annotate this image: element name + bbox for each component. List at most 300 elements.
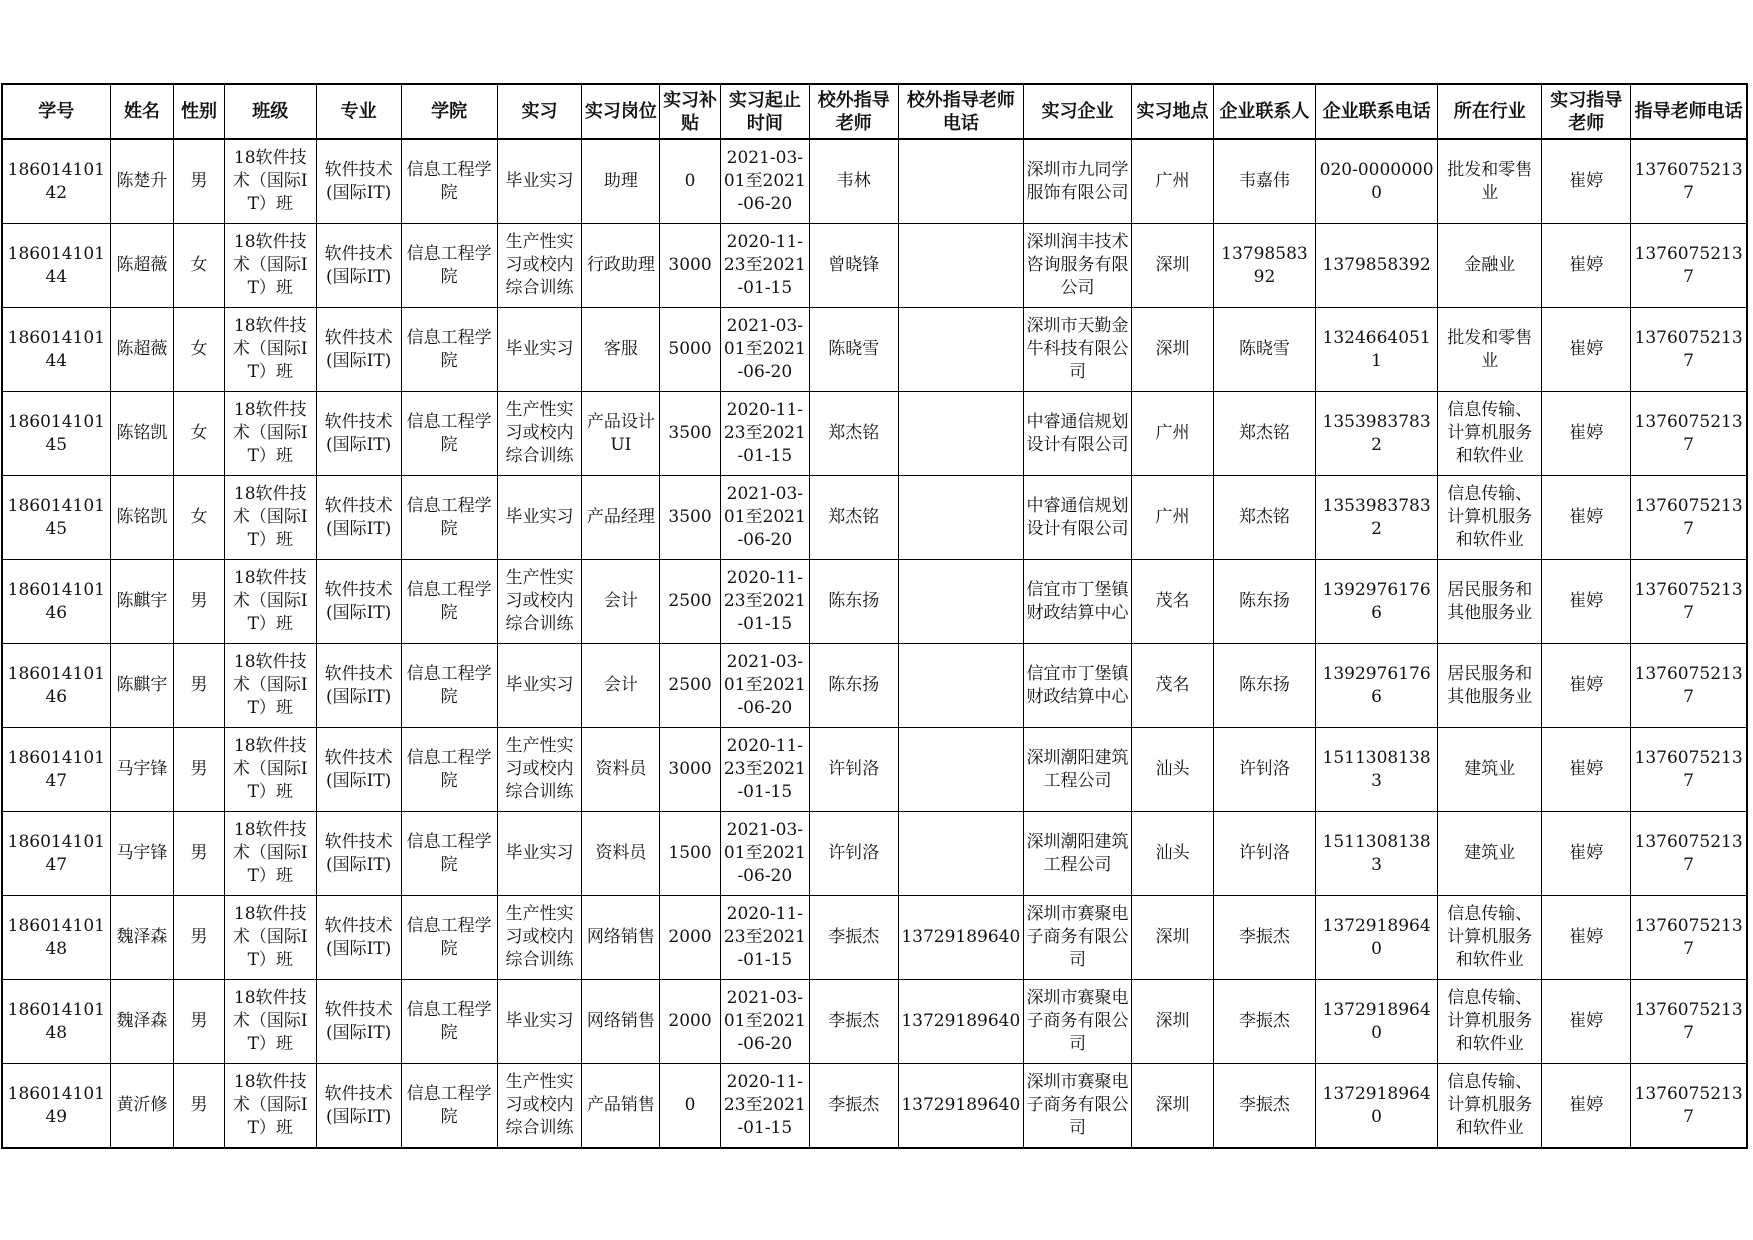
- table-cell: [1213, 644, 1315, 728]
- table-cell: [1438, 644, 1542, 728]
- table-cell: [1132, 476, 1214, 560]
- table-cell: [1132, 896, 1214, 980]
- table-cell: [401, 896, 497, 980]
- table-cell: [1438, 980, 1542, 1064]
- cell-text: 陈超薇: [116, 255, 168, 275]
- cell-text: 产品设计UI: [586, 411, 655, 455]
- table-cell: [2, 812, 110, 896]
- cell-text: 18601410149: [7, 1083, 105, 1127]
- cell-text: 信息工程学院: [406, 411, 492, 455]
- cell-text: 13760752137: [1634, 579, 1743, 623]
- cell-text: 13760752137: [1634, 495, 1743, 539]
- cell-text: 15113081383: [1322, 831, 1431, 875]
- table-cell: [582, 560, 660, 644]
- table-cell: [898, 560, 1023, 644]
- table-cell: [1132, 224, 1214, 308]
- cell-text: 信息工程学院: [406, 663, 492, 707]
- cell-text: 13729189640: [1322, 999, 1431, 1043]
- table-cell: [2, 308, 110, 392]
- table-cell: [1023, 896, 1131, 980]
- table-row: [2, 1064, 1747, 1149]
- cell-text: 软件技术(国际IT): [324, 663, 393, 707]
- table-cell: [898, 224, 1023, 308]
- table-cell: [401, 980, 497, 1064]
- cell-text: 郑杰铭: [828, 507, 880, 527]
- table-row: [2, 560, 1747, 644]
- table-cell: [582, 476, 660, 560]
- table-cell: [582, 224, 660, 308]
- cell-text: 18601410146: [7, 579, 105, 623]
- cell-text: 18软件技术（国际IT）班: [232, 736, 308, 802]
- table-cell: [1438, 308, 1542, 392]
- table-cell: [1542, 560, 1631, 644]
- table-cell: [2, 139, 110, 224]
- cell-text: 软件技术(国际IT): [324, 831, 393, 875]
- cell-text: 中睿通信规划设计有限公司: [1026, 411, 1129, 455]
- cell-text: 软件技术(国际IT): [324, 327, 393, 371]
- table-cell: [2, 896, 110, 980]
- cell-text: 18601410145: [7, 411, 105, 455]
- cell-text: 18软件技术（国际IT）班: [232, 400, 308, 466]
- cell-text: 陈楚升: [116, 171, 168, 191]
- table-row: [2, 308, 1747, 392]
- table-cell: [809, 308, 898, 392]
- cell-text: 李振杰: [1238, 927, 1290, 947]
- table-cell: [1315, 1064, 1437, 1149]
- table-cell: [110, 560, 174, 644]
- cell-text: 18601410147: [7, 747, 105, 791]
- cell-text: 居民服务和其他服务业: [1447, 663, 1533, 707]
- table-cell: [401, 476, 497, 560]
- cell-text: 陈麒宇: [116, 675, 168, 695]
- cell-text: 2021-03-01至2021-06-20: [723, 988, 806, 1054]
- cell-text: 生产性实习或校内综合训练: [505, 400, 574, 466]
- table-cell: [224, 224, 316, 308]
- cell-text: 郑杰铭: [1238, 507, 1290, 527]
- table-cell: [1542, 728, 1631, 812]
- cell-text: 生产性实习或校内综合训练: [505, 736, 574, 802]
- cell-text: 男: [190, 1011, 208, 1031]
- cell-text: 0: [684, 171, 696, 191]
- table-cell: [174, 139, 225, 224]
- table-row: [2, 728, 1747, 812]
- cell-text: 许钊洛: [828, 843, 880, 863]
- cell-text: 魏泽森: [116, 1011, 168, 1031]
- column-header: 所在行业: [1438, 84, 1542, 139]
- cell-text: 13729189640: [1322, 1083, 1431, 1127]
- cell-text: 13729189640: [901, 1095, 1021, 1115]
- table-cell: [660, 308, 721, 392]
- cell-text: 2500: [668, 591, 712, 611]
- table-cell: [224, 476, 316, 560]
- cell-text: 1500: [668, 843, 712, 863]
- table-cell: [660, 980, 721, 1064]
- cell-text: 许钊洛: [828, 759, 880, 779]
- cell-text: 崔婷: [1569, 1095, 1604, 1115]
- table-cell: [174, 728, 225, 812]
- table-row: [2, 644, 1747, 728]
- table-cell: [898, 812, 1023, 896]
- cell-text: 崔婷: [1569, 255, 1604, 275]
- cell-text: 18软件技术（国际IT）班: [232, 232, 308, 298]
- table-cell: [110, 896, 174, 980]
- cell-text: 陈东扬: [1238, 675, 1290, 695]
- cell-text: 李振杰: [828, 1095, 880, 1115]
- table-cell: [898, 728, 1023, 812]
- table-cell: [898, 308, 1023, 392]
- table-cell: [582, 139, 660, 224]
- cell-text: 毕业实习: [505, 339, 574, 359]
- table-cell: [316, 308, 401, 392]
- table-cell: [1023, 224, 1131, 308]
- cell-text: 信息工程学院: [406, 243, 492, 287]
- table-cell: [660, 224, 721, 308]
- table-row: [2, 392, 1747, 476]
- cell-text: 崔婷: [1569, 171, 1604, 191]
- internship-table: [1, 83, 1748, 1149]
- cell-text: 信息传输、计算机服务和软件业: [1447, 904, 1533, 970]
- column-header: 实习地点: [1132, 84, 1214, 139]
- table-cell: [1542, 896, 1631, 980]
- table-cell: [720, 560, 809, 644]
- cell-text: 会计: [603, 675, 638, 695]
- table-cell: [809, 224, 898, 308]
- table-cell: [1023, 392, 1131, 476]
- cell-text: 1379858392: [1221, 243, 1308, 287]
- table-cell: [1213, 1064, 1315, 1149]
- cell-text: 男: [190, 675, 208, 695]
- table-cell: [1132, 812, 1214, 896]
- table-cell: [1631, 1064, 1747, 1149]
- table-cell: [110, 392, 174, 476]
- table-cell: [720, 812, 809, 896]
- table-cell: [224, 728, 316, 812]
- cell-text: 李振杰: [1238, 1095, 1290, 1115]
- table-cell: [1213, 224, 1315, 308]
- cell-text: 女: [190, 255, 208, 275]
- table-cell: [401, 1064, 497, 1149]
- cell-text: 信息工程学院: [406, 327, 492, 371]
- cell-text: 软件技术(国际IT): [324, 1083, 393, 1127]
- cell-text: 金融业: [1464, 255, 1516, 275]
- cell-text: 崔婷: [1569, 339, 1604, 359]
- cell-text: 陈超薇: [116, 339, 168, 359]
- table-row: [2, 224, 1747, 308]
- cell-text: 资料员: [595, 843, 647, 863]
- table-cell: [1023, 308, 1131, 392]
- column-header: 企业联系电话: [1315, 84, 1437, 139]
- cell-text: 深圳潮阳建筑工程公司: [1026, 747, 1129, 791]
- table-cell: [1542, 139, 1631, 224]
- table-cell: [1631, 139, 1747, 224]
- cell-text: 18软件技术（国际IT）班: [232, 484, 308, 550]
- table-cell: [1213, 139, 1315, 224]
- table-cell: [1542, 308, 1631, 392]
- cell-text: 陈麒宇: [116, 591, 168, 611]
- table-cell: [1213, 308, 1315, 392]
- column-header: 专业: [316, 84, 401, 139]
- table-body: [2, 139, 1747, 1148]
- table-cell: [401, 644, 497, 728]
- table-cell: [110, 644, 174, 728]
- table-cell: [898, 644, 1023, 728]
- cell-text: 18软件技术（国际IT）班: [232, 568, 308, 634]
- table-cell: [1631, 308, 1747, 392]
- table-cell: [224, 812, 316, 896]
- table-cell: [224, 560, 316, 644]
- table-row: [2, 139, 1747, 224]
- cell-text: 信宜市丁堡镇财政结算中心: [1026, 663, 1129, 707]
- table-cell: [898, 1064, 1023, 1149]
- cell-text: 软件技术(国际IT): [324, 411, 393, 455]
- cell-text: 男: [190, 591, 208, 611]
- table-cell: [1631, 224, 1747, 308]
- cell-text: 2020-11-23至2021-01-15: [723, 232, 806, 298]
- cell-text: 行政助理: [586, 255, 655, 275]
- cell-text: 陈东扬: [828, 675, 880, 695]
- cell-text: 13539837832: [1322, 495, 1431, 539]
- cell-text: 2000: [668, 927, 712, 947]
- cell-text: 茂名: [1155, 675, 1190, 695]
- table-cell: [401, 139, 497, 224]
- cell-text: 崔婷: [1569, 675, 1604, 695]
- table-cell: [174, 812, 225, 896]
- table-cell: [720, 728, 809, 812]
- cell-text: 信息工程学院: [406, 159, 492, 203]
- table-cell: [497, 728, 582, 812]
- cell-text: 男: [190, 171, 208, 191]
- cell-text: 13760752137: [1634, 915, 1743, 959]
- cell-text: 信息传输、计算机服务和软件业: [1447, 988, 1533, 1054]
- table-cell: [1542, 1064, 1631, 1149]
- cell-text: 18601410144: [7, 327, 105, 371]
- table-cell: [1438, 560, 1542, 644]
- cell-text: 18601410142: [7, 159, 105, 203]
- table-cell: [582, 728, 660, 812]
- cell-text: 网络销售: [586, 1011, 655, 1031]
- table-cell: [1631, 812, 1747, 896]
- table-cell: [1438, 1064, 1542, 1149]
- table-cell: [1213, 560, 1315, 644]
- cell-text: 会计: [603, 591, 638, 611]
- cell-text: 13760752137: [1634, 327, 1743, 371]
- column-header: 姓名: [110, 84, 174, 139]
- cell-text: 软件技术(国际IT): [324, 159, 393, 203]
- table-cell: [497, 560, 582, 644]
- table-cell: [1023, 1064, 1131, 1149]
- table-cell: [2, 644, 110, 728]
- table-cell: [809, 560, 898, 644]
- table-cell: [174, 392, 225, 476]
- table-cell: [720, 980, 809, 1064]
- cell-text: 13760752137: [1634, 747, 1743, 791]
- cell-text: 5000: [668, 339, 712, 359]
- cell-text: 许钊洛: [1238, 759, 1290, 779]
- cell-text: 深圳: [1155, 339, 1190, 359]
- cell-text: 18601410148: [7, 915, 105, 959]
- table-cell: [660, 728, 721, 812]
- table-cell: [2, 1064, 110, 1149]
- cell-text: 2020-11-23至2021-01-15: [723, 904, 806, 970]
- table-cell: [582, 644, 660, 728]
- cell-text: 网络销售: [586, 927, 655, 947]
- table-cell: [497, 980, 582, 1064]
- table-cell: [110, 139, 174, 224]
- table-cell: [582, 980, 660, 1064]
- cell-text: 18软件技术（国际IT）班: [232, 820, 308, 886]
- cell-text: 2021-03-01至2021-06-20: [723, 148, 806, 214]
- table-cell: [1542, 392, 1631, 476]
- cell-text: 信息工程学院: [406, 915, 492, 959]
- cell-text: 18601410147: [7, 831, 105, 875]
- cell-text: 男: [190, 843, 208, 863]
- table-cell: [1542, 980, 1631, 1064]
- table-cell: [1542, 224, 1631, 308]
- cell-text: 男: [190, 927, 208, 947]
- table-cell: [110, 812, 174, 896]
- cell-text: 18601410145: [7, 495, 105, 539]
- cell-text: 深圳市赛聚电子商务有限公司: [1026, 988, 1129, 1054]
- cell-text: 信息工程学院: [406, 579, 492, 623]
- table-cell: [720, 476, 809, 560]
- table-cell: [1132, 392, 1214, 476]
- cell-text: 0: [684, 1095, 696, 1115]
- table-cell: [1438, 896, 1542, 980]
- cell-text: 深圳润丰技术咨询服务有限公司: [1026, 232, 1129, 298]
- cell-text: 魏泽森: [116, 927, 168, 947]
- column-header: 企业联系人: [1213, 84, 1315, 139]
- cell-text: 批发和零售业: [1447, 159, 1533, 203]
- column-header: 实习: [497, 84, 582, 139]
- cell-text: 13929761766: [1322, 579, 1431, 623]
- cell-text: 18软件技术（国际IT）班: [232, 652, 308, 718]
- table-cell: [316, 224, 401, 308]
- table-cell: [224, 1064, 316, 1149]
- table-cell: [809, 980, 898, 1064]
- cell-text: 深圳市赛聚电子商务有限公司: [1026, 904, 1129, 970]
- table-cell: [1438, 728, 1542, 812]
- table-cell: [401, 812, 497, 896]
- cell-text: 韦嘉伟: [1238, 171, 1290, 191]
- cell-text: 深圳: [1155, 1011, 1190, 1031]
- cell-text: 许钊洛: [1238, 843, 1290, 863]
- table-cell: [174, 476, 225, 560]
- table-cell: [1631, 644, 1747, 728]
- cell-text: 李振杰: [828, 927, 880, 947]
- table-cell: [1631, 392, 1747, 476]
- table-cell: [898, 139, 1023, 224]
- cell-text: 韦林: [836, 171, 871, 191]
- cell-text: 2021-03-01至2021-06-20: [723, 652, 806, 718]
- table-cell: [809, 139, 898, 224]
- table-cell: [660, 896, 721, 980]
- cell-text: 生产性实习或校内综合训练: [505, 1072, 574, 1138]
- cell-text: 深圳市九同学服饰有限公司: [1026, 159, 1129, 203]
- cell-text: 陈铭凯: [116, 423, 168, 443]
- table-cell: [174, 308, 225, 392]
- table-cell: [1213, 476, 1315, 560]
- cell-text: 2020-11-23至2021-01-15: [723, 400, 806, 466]
- table-cell: [720, 896, 809, 980]
- table-cell: [1213, 980, 1315, 1064]
- table-cell: [316, 896, 401, 980]
- cell-text: 13760752137: [1634, 1083, 1743, 1127]
- table-cell: [1315, 392, 1437, 476]
- column-header: 班级: [224, 84, 316, 139]
- table-cell: [1023, 560, 1131, 644]
- cell-text: 13760752137: [1634, 831, 1743, 875]
- cell-text: 2021-03-01至2021-06-20: [723, 316, 806, 382]
- cell-text: 信息传输、计算机服务和软件业: [1447, 484, 1533, 550]
- cell-text: 13929761766: [1322, 663, 1431, 707]
- cell-text: 2020-11-23至2021-01-15: [723, 568, 806, 634]
- cell-text: 13760752137: [1634, 159, 1743, 203]
- table-cell: [809, 896, 898, 980]
- table-cell: [2, 392, 110, 476]
- table-cell: [660, 392, 721, 476]
- table-cell: [1315, 812, 1437, 896]
- table-cell: [497, 644, 582, 728]
- table-cell: [898, 476, 1023, 560]
- cell-text: 18软件技术（国际IT）班: [232, 316, 308, 382]
- table-cell: [1023, 644, 1131, 728]
- table-cell: [582, 392, 660, 476]
- cell-text: 深圳潮阳建筑工程公司: [1026, 831, 1129, 875]
- cell-text: 信息传输、计算机服务和软件业: [1447, 1072, 1533, 1138]
- table-cell: [1542, 476, 1631, 560]
- table-row: [2, 896, 1747, 980]
- table-cell: [1315, 728, 1437, 812]
- cell-text: 李振杰: [828, 1011, 880, 1031]
- cell-text: 2000: [668, 1011, 712, 1031]
- cell-text: 13760752137: [1634, 243, 1743, 287]
- table-cell: [898, 896, 1023, 980]
- cell-text: 女: [190, 339, 208, 359]
- table-cell: [582, 308, 660, 392]
- table-cell: [809, 644, 898, 728]
- table-cell: [582, 896, 660, 980]
- cell-text: 15113081383: [1322, 747, 1431, 791]
- column-header: 学院: [401, 84, 497, 139]
- table-cell: [1132, 560, 1214, 644]
- column-header: 指导老师电话: [1631, 84, 1747, 139]
- cell-text: 马宇锋: [116, 843, 168, 863]
- table-cell: [1213, 812, 1315, 896]
- cell-text: 信息传输、计算机服务和软件业: [1447, 400, 1533, 466]
- table-cell: [1315, 896, 1437, 980]
- table-cell: [316, 644, 401, 728]
- cell-text: 软件技术(国际IT): [324, 495, 393, 539]
- table-cell: [1023, 728, 1131, 812]
- cell-text: 广州: [1155, 171, 1190, 191]
- table-cell: [497, 896, 582, 980]
- cell-text: 生产性实习或校内综合训练: [505, 568, 574, 634]
- table-cell: [582, 812, 660, 896]
- table-cell: [1438, 139, 1542, 224]
- cell-text: 男: [190, 1095, 208, 1115]
- cell-text: 020-00000000: [1319, 159, 1434, 203]
- table-cell: [1438, 476, 1542, 560]
- cell-text: 崔婷: [1569, 759, 1604, 779]
- cell-text: 建筑业: [1464, 843, 1516, 863]
- table-cell: [660, 644, 721, 728]
- table-cell: [174, 644, 225, 728]
- table-cell: [497, 224, 582, 308]
- table-cell: [720, 308, 809, 392]
- cell-text: 信息工程学院: [406, 747, 492, 791]
- cell-text: 13729189640: [1322, 915, 1431, 959]
- table-cell: [720, 139, 809, 224]
